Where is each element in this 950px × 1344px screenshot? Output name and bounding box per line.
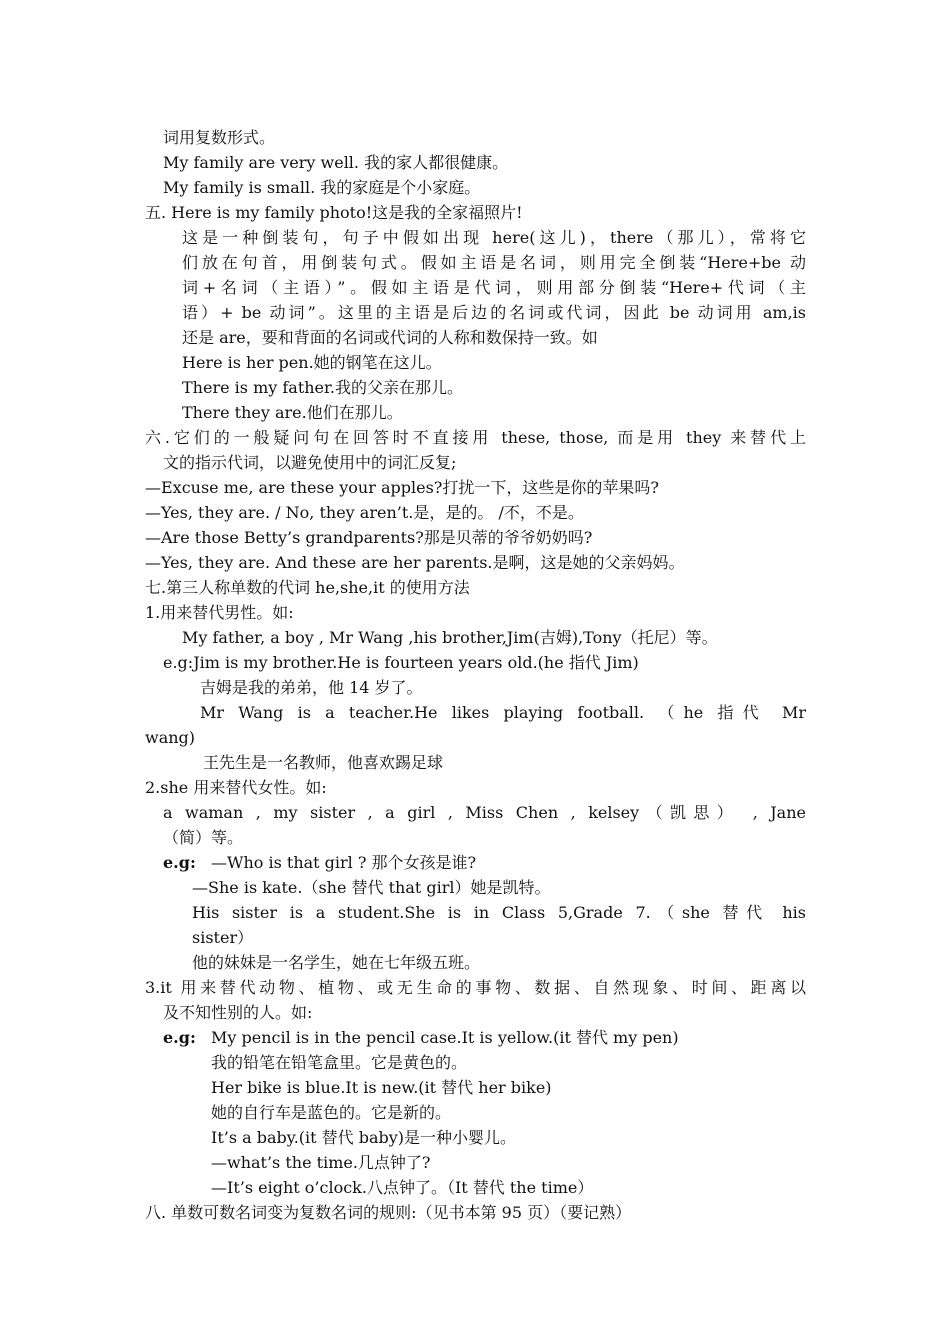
subsection-heading: 1.用来替代男性。如:: [145, 603, 294, 622]
subsection-heading: 3.it 用来替代动物、植物、或无生命的事物、数据、自然现象、时间、距离以: [145, 978, 806, 997]
section-heading-8: 八. 单数可数名词变为复数名词的规则:（见书本第 95 页）（要记熟）: [145, 1203, 632, 1222]
text-line: My father, a boy , Mr Wang ,his brother,Jim(吉姆),Tony（托尼）等。: [182, 628, 718, 647]
dialogue-line: —It’s eight o’clock.八点钟了。（It 替代 the time）: [211, 1178, 594, 1197]
example-line: His sister is a student.She is in Class 5,Grade 7.（she 替代 his: [192, 903, 806, 922]
text-line: 们放在句首，用倒装句式。假如主语是名词，则用完全倒装“Here+be 动: [182, 253, 806, 272]
dialogue-line: —Yes, they are. And these are her parents.是啊，这是她的父亲妈妈。: [145, 553, 685, 572]
translation-line: 吉姆是我的弟弟，他 14 岁了。: [200, 678, 423, 697]
translation-line: 她的自行车是蓝色的。它是新的。: [211, 1103, 452, 1122]
section-heading-5: 五. Here is my family photo!这是我的全家福照片!: [145, 203, 523, 222]
example-line: sister）: [192, 928, 254, 947]
dialogue-line: —Excuse me, are these your apples?打扰一下，这些是你的苹果吗?: [145, 478, 659, 497]
dialogue-line: —Are those Betty’s grandparents?那是贝蒂的爷爷奶奶吗?: [145, 528, 593, 547]
example-line: It’s a baby.(it 替代 baby)是一种小婴儿。: [211, 1128, 517, 1147]
text-line: 文的指示代词，以避免使用中的词汇反复;: [163, 453, 457, 472]
translation-line: 王先生是一名教师，他喜欢踢足球: [203, 753, 444, 772]
example-line: wang): [145, 728, 196, 747]
dialogue-line: —what’s the time.几点钟了?: [211, 1153, 431, 1172]
text-line: My family is small. 我的家庭是个小家庭。: [163, 178, 481, 197]
text-line: 及不知性别的人。如:: [163, 1003, 313, 1022]
text-line: 这是一种倒装句，句子中假如出现 here(这儿)，there（那儿），常将它: [182, 228, 806, 247]
section-heading-6: 六.它们的一般疑问句在回答时不直接用 these, those, 而是用 they 来替代上: [145, 428, 806, 447]
dialogue-line: —Who is that girl ? 那个女孩是谁?: [211, 853, 477, 872]
eg-label: e.g:: [163, 853, 196, 872]
text-line: 词用复数形式。: [163, 128, 276, 147]
text-line: a waman , my sister , a girl , Miss Chen , kelsey（凯思） , Jane: [163, 803, 806, 822]
example-line: My pencil is in the pencil case.It is yellow.(it 替代 my pen): [211, 1028, 679, 1047]
eg-label: e.g:: [163, 1028, 196, 1047]
example-line: Mr Wang is a teacher.He likes playing football. （he 指代 Mr: [200, 703, 806, 722]
example-line: There they are.他们在那儿。: [182, 403, 403, 422]
text-line: 还是 are，要和背面的名词或代词的人称和数保持一致。如: [182, 328, 598, 347]
text-line: （简）等。: [163, 828, 244, 847]
translation-line: 他的妹妹是一名学生，她在七年级五班。: [192, 953, 481, 972]
subsection-heading: 2.she 用来替代女性。如:: [145, 778, 327, 797]
dialogue-line: —She is kate.（she 替代 that girl）她是凯特。: [192, 878, 551, 897]
example-line: e.g:Jim is my brother.He is fourteen years old.(he 指代 Jim): [163, 653, 639, 672]
example-line: There is my father.我的父亲在那儿。: [182, 378, 464, 397]
text-line: My family are very well. 我的家人都很健康。: [163, 153, 509, 172]
text-line: 语）+ be 动词”。这里的主语是后边的名词或代词，因此 be 动词用 am,is: [182, 303, 806, 322]
text-line: 词+名词（主语）”。假如主语是代词，则用部分倒装“Here+代词（主: [182, 278, 806, 297]
translation-line: 我的铅笔在铅笔盒里。它是黄色的。: [211, 1053, 468, 1072]
example-line: Here is her pen.她的钢笔在这儿。: [182, 353, 442, 372]
section-heading-7: 七.第三人称单数的代词 he,she,it 的使用方法: [145, 578, 470, 597]
example-line: Her bike is blue.It is new.(it 替代 her bike): [211, 1078, 552, 1097]
dialogue-line: —Yes, they are. / No, they aren’t.是，是的。 /不，不是。: [145, 503, 584, 522]
